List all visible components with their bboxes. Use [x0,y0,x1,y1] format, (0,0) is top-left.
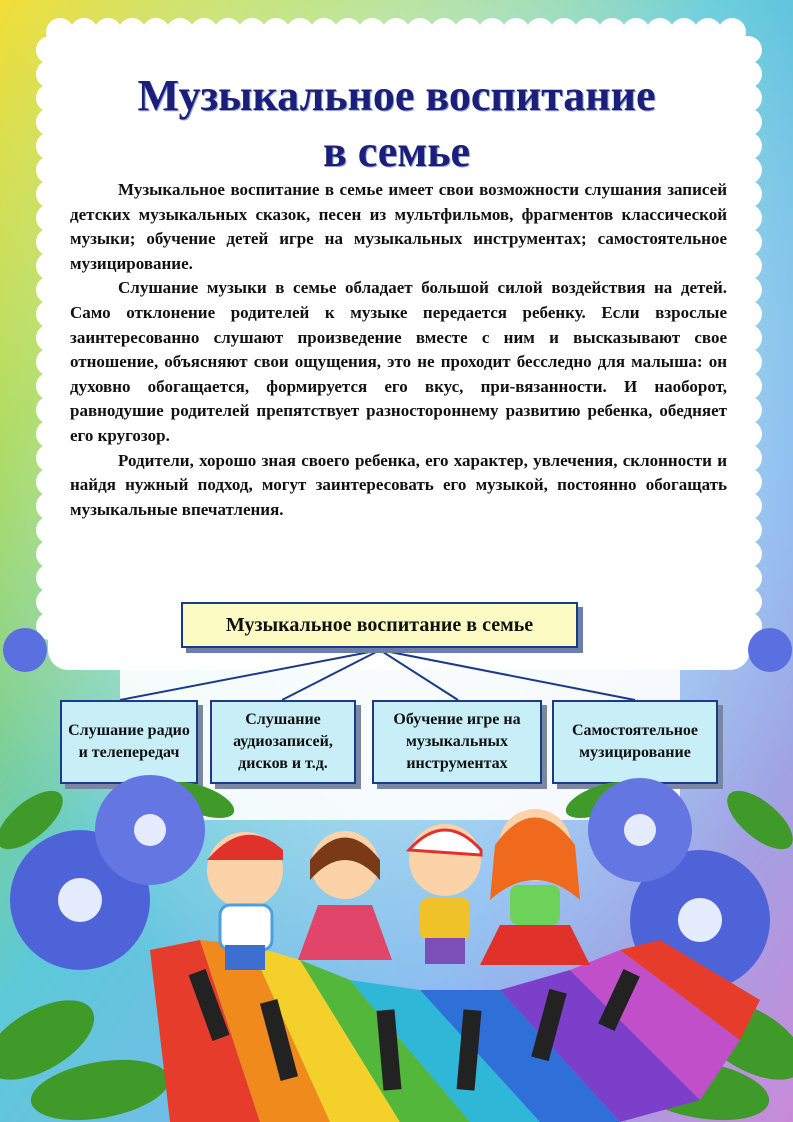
title-line-2: в семье [322,127,471,176]
diagram-box-audio: Слушание аудиозаписей, дисков и т.д. [210,700,356,784]
paragraph-3: Родители, хорошо зная своего ребенка, его характер, увлечения, склонности и найдя нужный подход, могут заинтересовать его музыкой, постоянно обогащать музыкальные впечатления. [70,450,727,519]
paragraph-1: Музыкальное воспитание в семье имеет свои возможности слушания записей детских музыкальных сказок, песен из мультфильмов, фрагментов классической музыки; обучение детей игре на музыкальных инструментах; самостоятельное музицирование. [70,180,727,273]
diagram-box-radio: Слушание радио и телепередач [60,700,198,784]
paragraph-2: Слушание музыки в семье обладает большой силой воздействия на детей. Само отклонение родителей к музыке передается ребенку. Если взрослые заинтересованно слушают произведение вместе с ним и высказывают свое отношение, объясняют свои ощущения, это не проходит бесследно для малыша: он духовно обогащается, формируется его вкус, при-вязанности. И наоборот, равнодушие родителей препятствует разностороннему развитию ребенка, обедняет его кругозор. [70,278,727,445]
dancing-children [207,809,590,970]
title-line-1: Музыкальное воспитание [137,71,656,120]
blue-flowers [3,628,792,990]
diagram-box-instruments: Обучение игре на музыкальных инструментах [372,700,542,784]
diagram-box-self-music: Самостоятельное музицирование [552,700,718,784]
diagram-root-box: Музыкальное воспитание в семье [181,602,578,648]
